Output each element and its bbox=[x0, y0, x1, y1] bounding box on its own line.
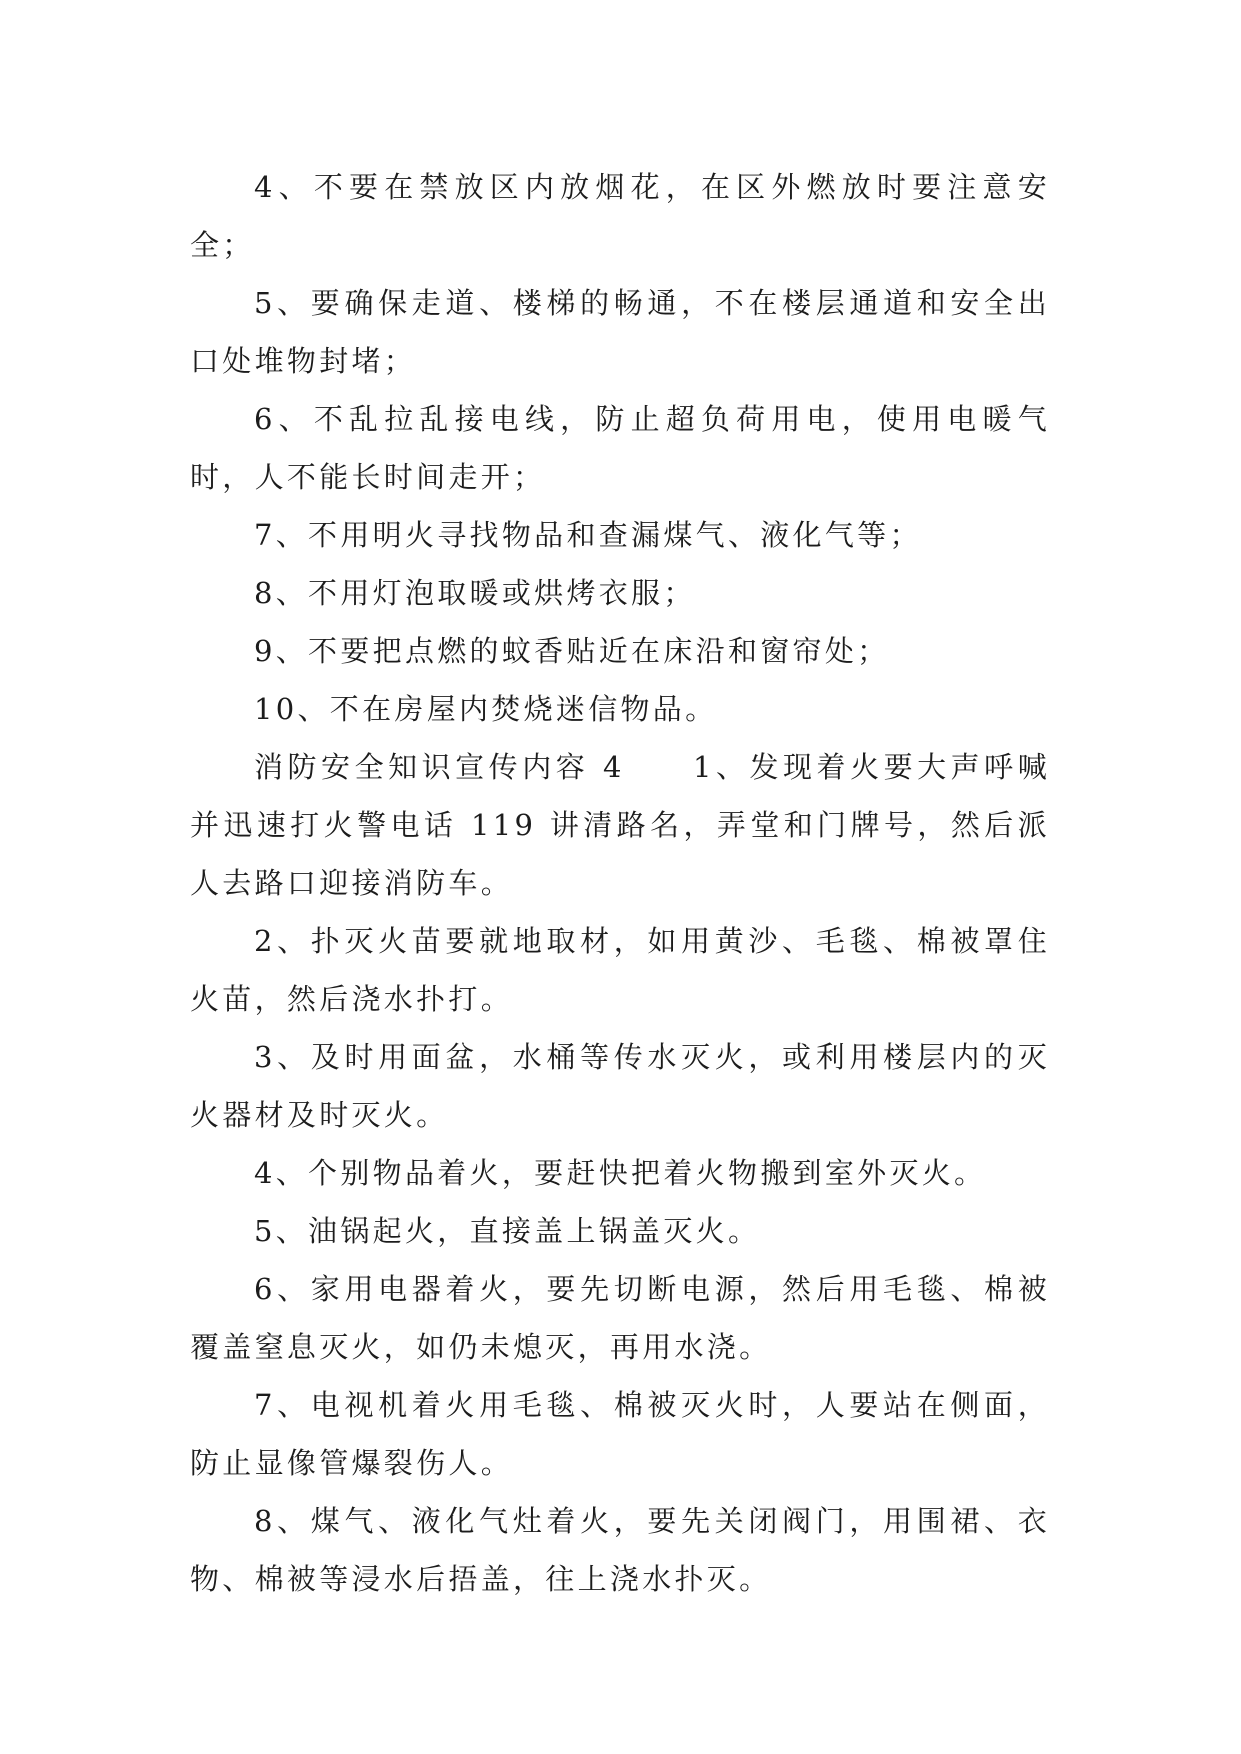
paragraph-burning-items: 10、不在房屋内焚烧迷信物品。 bbox=[254, 692, 718, 726]
paragraph-section-4-alarm: 消防安全知识宣传内容 4 1、发现着火要大声呼喊并迅速打火警电话 119 讲清路名，弄堂和门牌号，然后派人去路口迎接消防车。 bbox=[190, 750, 1050, 900]
paragraph-mosquito-coil: 9、不要把点燃的蚊香贴近在床沿和窗帘处； bbox=[254, 634, 890, 668]
paragraph-television: 7、电视机着火用毛毯、棉被灭火时，人要站在侧面，防止显像管爆裂伤人。 bbox=[190, 1388, 1050, 1480]
paragraph-water-buckets: 3、及时用面盆，水桶等传水灭火，或利用楼层内的灭火器材及时灭火。 bbox=[190, 1040, 1050, 1132]
paragraph-appliances: 6、家用电器着火，要先切断电源，然后用毛毯、棉被覆盖窒息灭火，如仍未熄灭，再用水浇。 bbox=[190, 1272, 1050, 1364]
paragraph-move-items: 4、个别物品着火，要赶快把着火物搬到室外灭火。 bbox=[254, 1156, 987, 1190]
paragraph-oil-pan: 5、油锅起火，直接盖上锅盖灭火。 bbox=[254, 1214, 761, 1248]
paragraph-open-flame: 7、不用明火寻找物品和查漏煤气、液化气等； bbox=[254, 518, 922, 552]
paragraph-light-bulb: 8、不用灯泡取暖或烘烤衣服； bbox=[254, 576, 696, 610]
document-body bbox=[190, 158, 1050, 1608]
paragraph-gas-stove: 8、煤气、液化气灶着火，要先关闭阀门，用围裙、衣物、棉被等浸水后捂盖，往上浇水扑灭。 bbox=[190, 1504, 1050, 1596]
paragraph-wiring: 6、不乱拉乱接电线，防止超负荷用电，使用电暖气时，人不能长时间走开； bbox=[190, 402, 1050, 494]
paragraph-corridors: 5、要确保走道、楼梯的畅通，不在楼层通道和安全出口处堆物封堵； bbox=[190, 286, 1050, 378]
paragraph-fireworks: 4、不要在禁放区内放烟花，在区外燃放时要注意安全； bbox=[190, 170, 1050, 262]
paragraph-smother-flames: 2、扑灭火苗要就地取材，如用黄沙、毛毯、棉被罩住火苗，然后浇水扑打。 bbox=[190, 924, 1050, 1016]
